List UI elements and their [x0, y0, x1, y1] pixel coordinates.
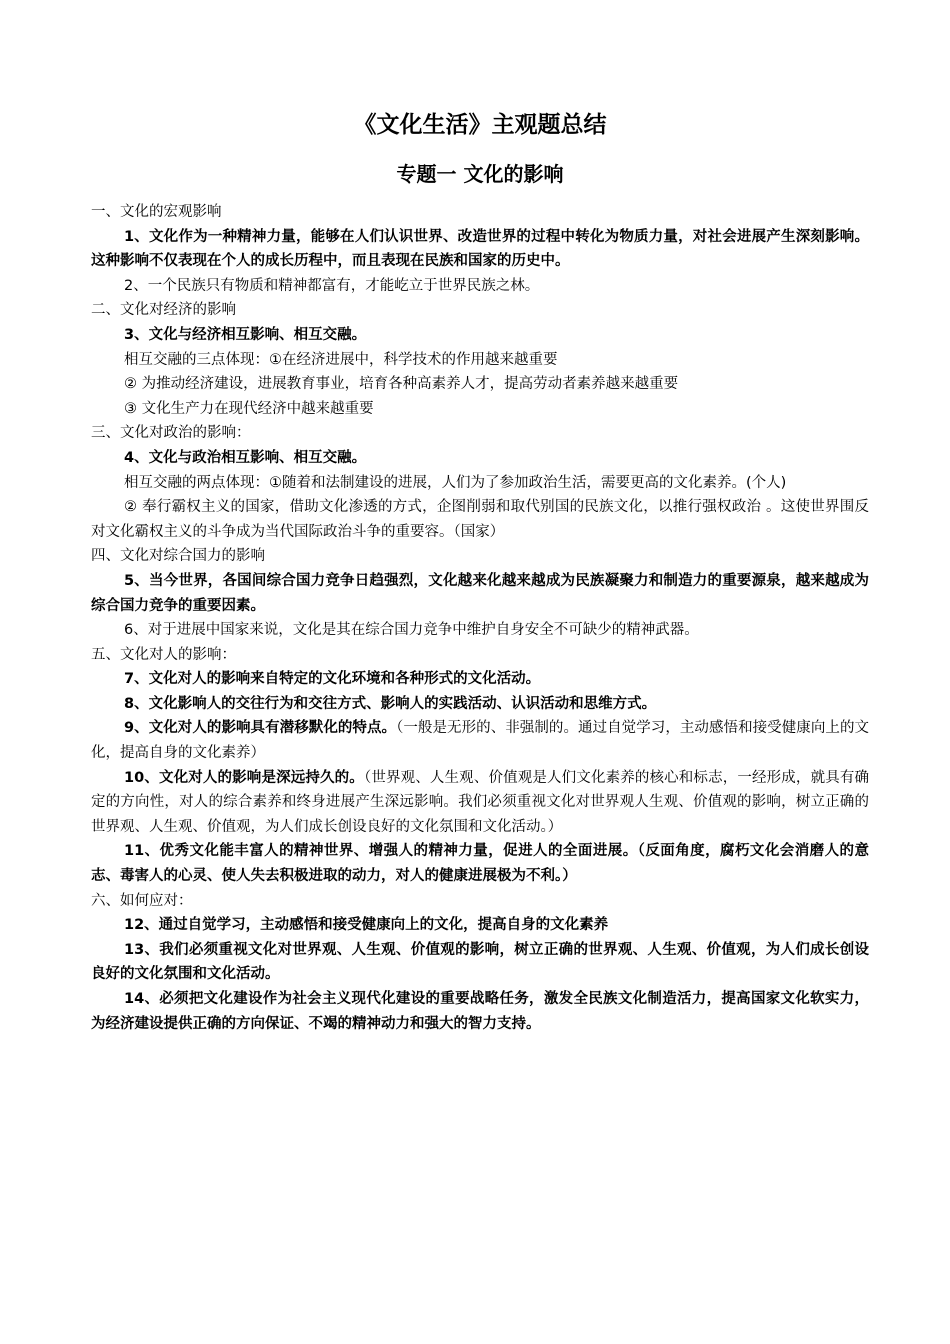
economy-item-1: 相互交融的三点体现：①在经济进展中，科学技术的作用越来越重要 — [124, 351, 558, 368]
point-10-note: （世界观、人生观、价值观是人们文化素养的核心和标志，一经形成，就具有确定的方向性，对人的综合素养和终身进展产生深远影响。我们必须重视文化对世界观人生观、价值观的影响，树立正确的世界观、人生观、价值观，为人们成长创设良好的文化氛围和文化活动。） — [91, 769, 869, 835]
politics-item-2: ② 奉行霸权主义的国家，借助文化渗透的方式，企图削弱和取代别国的民族文化，以推行强权政治 。这使世界围反对文化霸权主义的斗争成为当代国际政治斗争的重要容。（国家） — [91, 499, 869, 540]
page-title: 《文化生活》主观题总结 — [353, 112, 607, 138]
point-12: 12、通过自觉学习，主动感悟和接受健康向上的文化，提高自身的文化素养 — [124, 917, 609, 934]
point-3: 3、文化与经济相互影响、相互交融。 — [124, 326, 367, 343]
point-11: 11、优秀文化能丰富人的精神世界、增强人的精神力量，促进人的全面进展。（反面角度，腐朽文化会消磨人的意志、毒害人的心灵、使人失去积极进取的动力，对人的健康进展极为不利。） — [91, 843, 869, 885]
point-7: 7、文化对人的影响来自特定的文化环境和各种形式的文化活动。 — [124, 671, 541, 688]
point-8: 8、文化影响人的交往行为和交往方式、影响人的实践活动、认识活动和思维方式。 — [124, 695, 657, 712]
point-9-note: （一般是无形的、非强制的。通过自觉学习，主动感悟和接受健康向上的文化，提高自身的文化素养） — [91, 720, 869, 762]
point-6: 6、对于进展中国家来说，文化是其在综合国力竞争中维护自身安全不可缺少的精神武器。 — [124, 622, 699, 639]
point-13: 13、我们必须重视文化对世界观、人生观、价值观的影响，树立正确的世界观、人生观、价值观，为人们成长创设良好的文化氛围和文化活动。 — [91, 941, 869, 983]
heading-national-power: 四、文化对综合国力的影响 — [91, 548, 265, 565]
point-4: 4、文化与政治相互影响、相互交融。 — [124, 449, 367, 466]
point-1: 1、文化作为一种精神力量，能够在人们认识世界、改造世界的过程中转化为物质力量，对社会进展产生深刻影响。这种影响不仅表现在个人的成长历程中，而且表现在民族和国家的历史中。 — [91, 228, 869, 270]
document-body — [91, 200, 869, 1036]
point-10-bold: 10、文化对人的影响是深远持久的。 — [124, 769, 364, 786]
heading-response: 六、如何应对： — [91, 892, 193, 909]
economy-item-3: ③ 文化生产力在现代经济中越来越重要 — [124, 400, 374, 417]
point-5: 5、当今世界，各国间综合国力竞争日趋强烈，文化越来化越来越成为民族凝聚力和制造力的重要源泉，越来越成为综合国力竞争的重要因素。 — [91, 572, 869, 614]
point-9-bold: 9、文化对人的影响具有潜移默化的特点。 — [124, 720, 397, 737]
point-2: 2、一个民族只有物质和精神都富有，才能屹立于世界民族之林。 — [124, 277, 540, 294]
heading-people: 五、文化对人的影响： — [91, 646, 236, 663]
economy-item-2: ② 为推动经济建设，进展教育事业，培育各种高素养人才，提高劳动者素养越来越重要 — [124, 376, 679, 393]
section-title: 专题一 文化的影响 — [396, 162, 564, 186]
heading-politics: 三、文化对政治的影响： — [91, 425, 251, 442]
point-14: 14、必须把文化建设作为社会主义现代化建设的重要战略任务，激发全民族文化制造活力，提高国家文化软实力，为经济建设提供正确的方向保证、不竭的精神动力和强大的智力支持。 — [91, 991, 869, 1032]
politics-item-1: 相互交融的两点体现：①随着和法制建设的进展，人们为了参加政治生活，需要更高的文化素养。(个人) — [124, 474, 787, 491]
point-10 — [91, 766, 869, 840]
point-9 — [91, 716, 869, 765]
heading-economy: 二、文化对经济的影响 — [91, 302, 236, 319]
heading-macro-impact: 一、文化的宏观影响 — [91, 204, 222, 220]
